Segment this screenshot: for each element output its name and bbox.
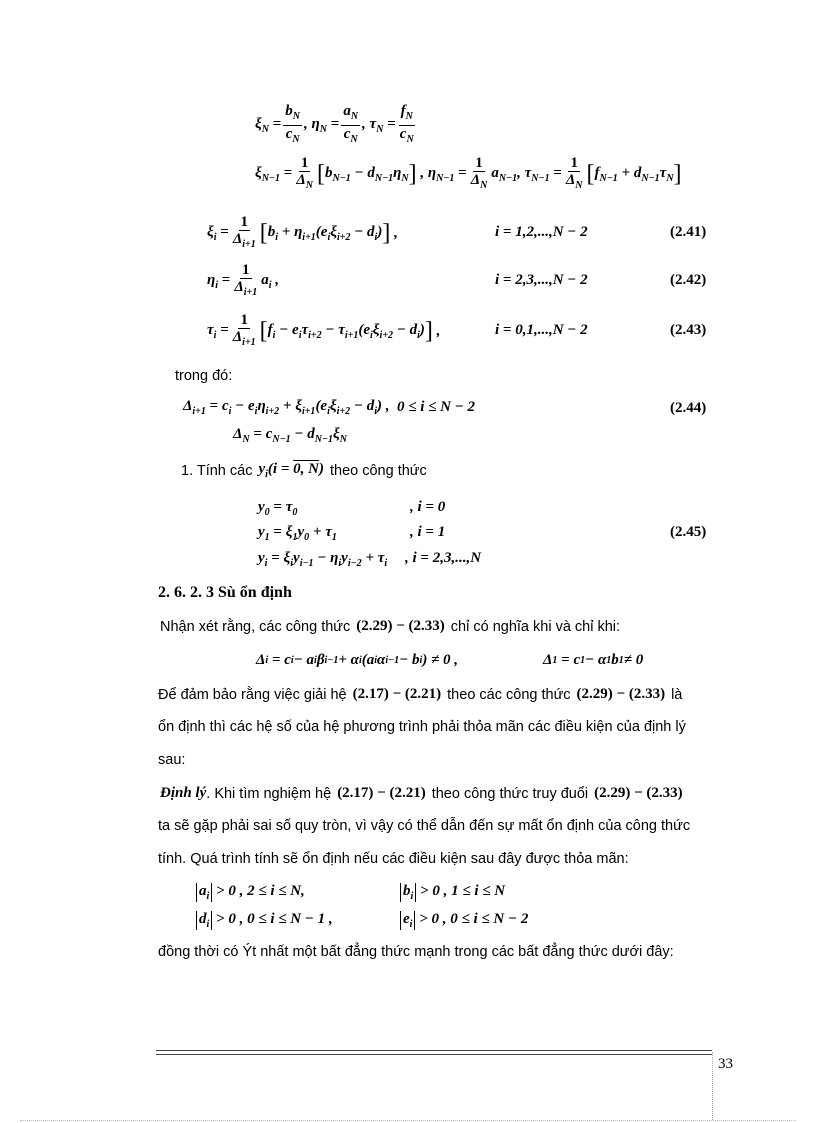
theorem-prefix: . Khi tìm nghiệm hệ (206, 785, 332, 802)
p1-refs: (2.29) − (2.33) (356, 618, 445, 634)
theorem-middle: theo công thức truy đuổi (431, 785, 589, 802)
equation-xi-eta-tau-N-minus-1: $\xi_{N-1}$ = $\frac{1}{\Delta_N}$ [ $b_{N-1} - d_{N-1}\eta_N$ ] , $\eta_{N-1}$ = $\frac{1}{\Delta_N}$ $a_{N-1}$, $\tau_{N-1}$ = $\frac{1}{\Delta_N}$ [ $f_{N-1} + d_{N-1}\tau_N$ ] (255, 154, 682, 191)
p2-middle: theo các công thức (447, 686, 571, 703)
step-1-prefix: 1. Tính các (181, 462, 253, 479)
theorem-ref-2: (2.29) − (2.33) (594, 785, 683, 801)
paragraph-5: ta sẽ gặp phải sai số quy tròn, vì vậy có thể dẫn đến sự mất ổn định của công thức (158, 818, 691, 834)
section-heading: 2. 6. 2. 3 Sù ổn định (158, 584, 292, 601)
equation-2-44: $\Delta_{i+1} = c_i - e_i\eta_{i+2} + \xi_{i+1}(e_i\xi_{i+2} - d_i)$ , 0 ≤ i ≤ N − 2 (183, 398, 476, 417)
equation-number-2-44: (2.44) (670, 400, 707, 416)
text-trong-do: trong đó: (175, 368, 233, 384)
equation-2-41: $\xi_i$ = $\frac{1}{\Delta_{i+1}}$ [ $b_i + \eta_{i+1}(e_i\xi_{i+2} - d_i)$ ] , (207, 213, 398, 250)
equation-number-2-41: (2.41) (670, 224, 707, 240)
theorem-label: Định lý (160, 785, 207, 801)
equation-number-2-43: (2.43) (670, 322, 707, 338)
equation-yi: $y_i = \xi_iy_{i-1} - \eta_iy_{i-2} + \tau_i$ (258, 550, 388, 569)
equation-2-43: $\tau_i$ = $\frac{1}{\Delta_{i+1}}$ [ $f_i - e_i\tau_{i+2} - \tau_{i+1}(e_i\xi_{i+2} - d_i)$ ] , (207, 311, 441, 348)
condition-a: $a_i$ > 0 , 2 ≤ i ≤ N, (196, 883, 305, 902)
condition-d: $d_i$ > 0 , 0 ≤ i ≤ N − 1 , (196, 911, 333, 930)
range-2-42: i = 2,3,...,N − 2 (495, 272, 588, 288)
equation-xi-eta-tau-N: $\xi_N$ = $\frac{b_N}{c_N}$ , $\eta_N$ = $\frac{a_N}{c_N}$ , $\tau_N$ = $\frac{f_N}{c_N}$ (255, 102, 414, 145)
theorem-line (160, 785, 689, 802)
equation-number-2-45: (2.45) (670, 524, 707, 540)
theorem-ref-1: (2.17) − (2.21) (337, 785, 426, 801)
equation-delta-1: Δ 1 = c 1 − α 1 b 1 ≠ 0 (543, 652, 644, 668)
footer-rule-bottom (156, 1054, 712, 1055)
paragraph-4: sau: (158, 752, 186, 768)
footer-vertical-rule (712, 1052, 713, 1120)
equation-y0: $y_0 = \tau_0$ (258, 499, 298, 518)
footer-rule-top (156, 1050, 712, 1051)
page-number: 33 (718, 1056, 733, 1072)
p2-suffix: là (671, 686, 683, 703)
paragraph-6: tính. Quá trình tính sẽ ổn định nếu các điều kiện sau đây được thỏa mãn: (158, 851, 629, 867)
condition-e: $e_i$ > 0 , 0 ≤ i ≤ N − 2 (400, 911, 528, 930)
step-1-line: 1. Tính các $y_i(i = 0$, N) theo công thức (181, 461, 427, 480)
paragraph-1 (160, 618, 620, 635)
condition-b: $b_i$ > 0 , 1 ≤ i ≤ N (400, 883, 505, 902)
paragraph-7: đồng thời có Ýt nhất một bất đẳng thức mạnh trong các bất đẳng thức dưới đây: (158, 944, 674, 960)
footer-dotted-line (20, 1120, 796, 1121)
p2-ref-1: (2.17) − (2.21) (352, 686, 442, 702)
range-yi: , i = 2,3,...,N (405, 550, 482, 566)
equation-2-42: $\eta_i$ = $\frac{1}{\Delta_{i+1}}$ $a_i$ , (207, 261, 279, 298)
step-1-suffix: theo công thức (329, 462, 427, 479)
range-y0: , i = 0 (410, 499, 446, 515)
range-2-44: 0 ≤ i ≤ N − 2 (396, 399, 476, 415)
range-2-43: i = 0,1,...,N − 2 (495, 322, 588, 338)
p2-prefix: Để đảm bảo rằng việc giải hệ (158, 686, 347, 703)
range-2-41: i = 1,2,...,N − 2 (495, 224, 588, 240)
equation-number-2-42: (2.42) (670, 272, 707, 288)
equation-y1: $y_1 = \xi_1y_0 + \tau_1$ (258, 524, 337, 543)
paragraph-3: ổn định thì các hệ số của hệ phương trình phải thỏa mãn các điều kiện của định lý (158, 719, 686, 735)
paragraph-2 (158, 686, 682, 703)
p2-ref-2: (2.29) − (2.33) (576, 686, 666, 702)
p1-suffix: chỉ có nghĩa khi và chỉ khi: (450, 618, 621, 635)
equation-delta-N: $\Delta_N = c_{N-1} - d_{N-1}\xi_N$ (233, 426, 348, 445)
p1-prefix: Nhận xét rằng, các công thức (160, 618, 351, 635)
range-y1: , i = 1 (410, 524, 446, 540)
equation-delta-condition: Δ i = c i − a i β i−1 + α i (a i α i−1 − b i ) ≠ 0 , (256, 652, 459, 668)
